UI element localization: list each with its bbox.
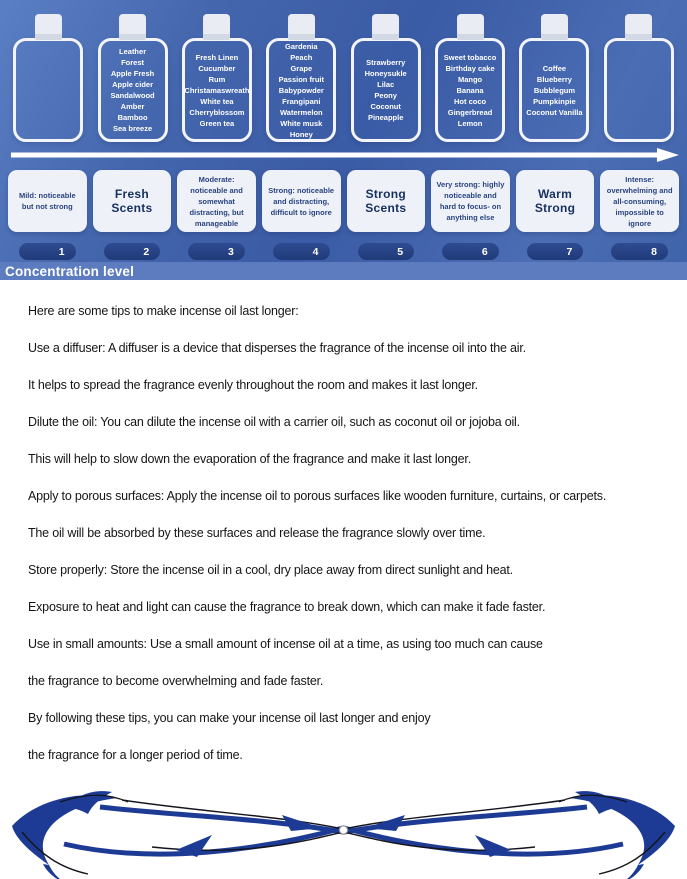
scent-item: Gardenia [285,41,318,51]
bottle-cap-icon [457,14,484,40]
level-number: 5 [397,245,404,258]
level-number: 4 [312,245,319,258]
level-number: 7 [566,245,573,258]
bottle-body [435,38,505,142]
level-box: Strong: noticeable and distracting, difficult to ignore [262,170,341,232]
bottle-body [98,38,168,142]
scent-item: Pumpkinpie [533,96,576,106]
scent-item: Honeysukle [364,69,407,78]
level-descriptions-row [0,162,687,232]
bottle-body [519,38,589,142]
tip-line: It helps to spread the fragrance evenly throughout the room and makes it last longer. [28,378,478,392]
scent-item: Bubblegum [533,85,576,95]
level-pill-2 [104,243,161,260]
scent-item: Lilac [377,80,395,89]
level-pill-6 [442,243,499,260]
bottle-6 [428,14,512,142]
tips-heading: Here are some tips to make incense oil last longer: [28,304,299,318]
level-col-7 [513,170,598,232]
scent-item: Passion fruit [278,74,325,84]
right-arrow-icon [8,148,679,162]
scent-item: Grape [290,63,313,73]
flourish-center-dot [339,826,347,834]
scent-list [438,52,502,129]
level-box: Warm Strong [516,170,595,232]
scent-list [354,57,418,123]
bottle-cap-icon [35,14,62,40]
tribal-flourish-decoration [0,786,687,879]
scent-item: Coffee [542,63,567,73]
level-pill-4 [273,243,330,260]
scent-item: Hot coco [454,96,487,106]
level-pill-3 [188,243,245,260]
level-col-1 [5,170,90,232]
level-box: Fresh Scents [93,170,172,232]
scent-item: Cucumber [198,63,236,73]
bottle-body [266,38,336,142]
tips-section [0,280,687,762]
scent-item: Rum [208,74,226,84]
level-col-5 [344,170,429,232]
tip-line: By following these tips, you can make your incense oil last longer and enjoy [28,711,431,725]
level-col-6 [428,170,513,232]
bottle-7 [512,14,596,142]
bottle-cap-icon [119,14,146,40]
scent-item: Leather [119,47,147,56]
bottle-5 [344,14,428,142]
tip-line: the fragrance for a longer period of time. [28,748,243,762]
scent-item: Bamboo [117,113,148,122]
scent-item: Coconut [370,102,401,111]
level-number: 6 [481,245,488,258]
bottle-1 [6,14,90,142]
bottle-body [604,38,674,142]
scent-item: White tea [200,96,234,106]
tip-line: Dilute the oil: You can dilute the incense oil with a carrier oil, such as coconut oil or jojoba oil. [28,415,520,429]
scent-item: Christamaswreath [184,85,250,95]
level-number-row [0,232,687,260]
level-col-2 [90,170,175,232]
level-number: 3 [228,245,234,258]
bottle-3 [175,14,259,142]
scent-item: Amber [120,102,145,111]
bottle-body [182,38,252,142]
tip-line: the fragrance to become overwhelming and fade faster. [28,674,324,688]
intensity-axis [0,142,687,162]
level-pill-8 [611,243,668,260]
scent-list [101,46,165,134]
scent-item: Banana [456,85,484,95]
scent-item: White musk [280,118,323,128]
scent-list [184,52,249,129]
scent-item: Watermelon [279,107,323,117]
level-number: 8 [651,245,657,258]
level-box: Mild: noticeable but not strong [8,170,87,232]
scent-item: Apple cider [112,80,153,89]
tip-line: Apply to porous surfaces: Apply the incense oil to porous surfaces like wooden furniture, curtains, or carpets. [28,489,607,503]
scent-item: Pineapple [367,113,404,122]
scent-item: Babypowder [278,85,324,95]
scent-item: Blueberry [536,74,572,84]
scent-item: Honey [289,129,313,139]
bottle-cap-icon [203,14,230,40]
tip-line: The oil will be absorbed by these surfaces and release the fragrance slowly over time. [28,526,486,540]
bottle-body [351,38,421,142]
scent-scale-panel [0,0,687,280]
scent-item: Apple Fresh [110,69,155,78]
level-number: 1 [58,245,65,258]
bottle-8 [597,14,681,142]
level-box: Very strong: highly noticeable and hard to focus- on anything else [431,170,510,232]
scent-item: Frangipani [282,96,321,106]
bottle-2 [90,14,174,142]
tip-line: Use a diffuser: A diffuser is a device that disperses the fragrance of the incense oil into the air. [28,341,526,355]
bottle-cap-icon [625,14,652,40]
bottle-cap-icon [372,14,399,40]
scent-item: Gingerbread Lemon [447,107,493,128]
scent-item: Cherryblossom [189,107,245,117]
scent-item: Green tea [199,118,235,128]
level-box: Strong Scents [347,170,426,232]
tip-line: Store properly: Store the incense oil in a cool, dry place away from direct sunlight and heat. [28,563,513,577]
scent-item: Peach [290,52,313,62]
scent-item: Sweet tobacco [443,52,497,62]
scent-item: Forest [121,58,145,67]
tip-line: This will help to slow down the evaporation of the fragrance and make it last longer. [28,452,471,466]
level-box: Moderate: noticeable and somewhat distracting, but manageable [177,170,256,232]
scent-list [522,63,586,118]
scent-list [269,41,333,140]
level-col-4 [259,170,344,232]
bottle-body [13,38,83,142]
bottle-4 [259,14,343,142]
level-number: 2 [143,245,150,258]
tip-line: Exposure to heat and light can cause the fragrance to break down, which can make it fade faster. [28,600,546,614]
level-box: Intense: overwhelming and all-consuming, impossible to ignore [600,170,679,232]
scent-item: Sandalwood [110,91,155,100]
scent-item: Strawberry [366,58,406,67]
scent-item: Peony [374,91,397,100]
level-pill-5 [358,243,415,260]
level-col-3 [174,170,259,232]
scent-item: Mango [457,74,483,84]
scent-item: Fresh Linen [195,52,239,62]
scent-item: Sea breeze [112,124,153,133]
bottle-cap-icon [541,14,568,40]
bottle-cap-icon [288,14,315,40]
axis-title-band [0,262,687,280]
level-pill-7 [527,243,584,260]
scent-item: Birthday cake [445,63,495,73]
level-pill-1 [19,243,76,260]
scent-item: Coconut Vanilla [526,107,583,117]
level-col-8 [597,170,682,232]
axis-title: Concentration level [5,263,135,279]
tip-line: Use in small amounts: Use a small amount of incense oil at a time, as using too much can cause [28,637,543,651]
bottles-row [0,0,687,142]
